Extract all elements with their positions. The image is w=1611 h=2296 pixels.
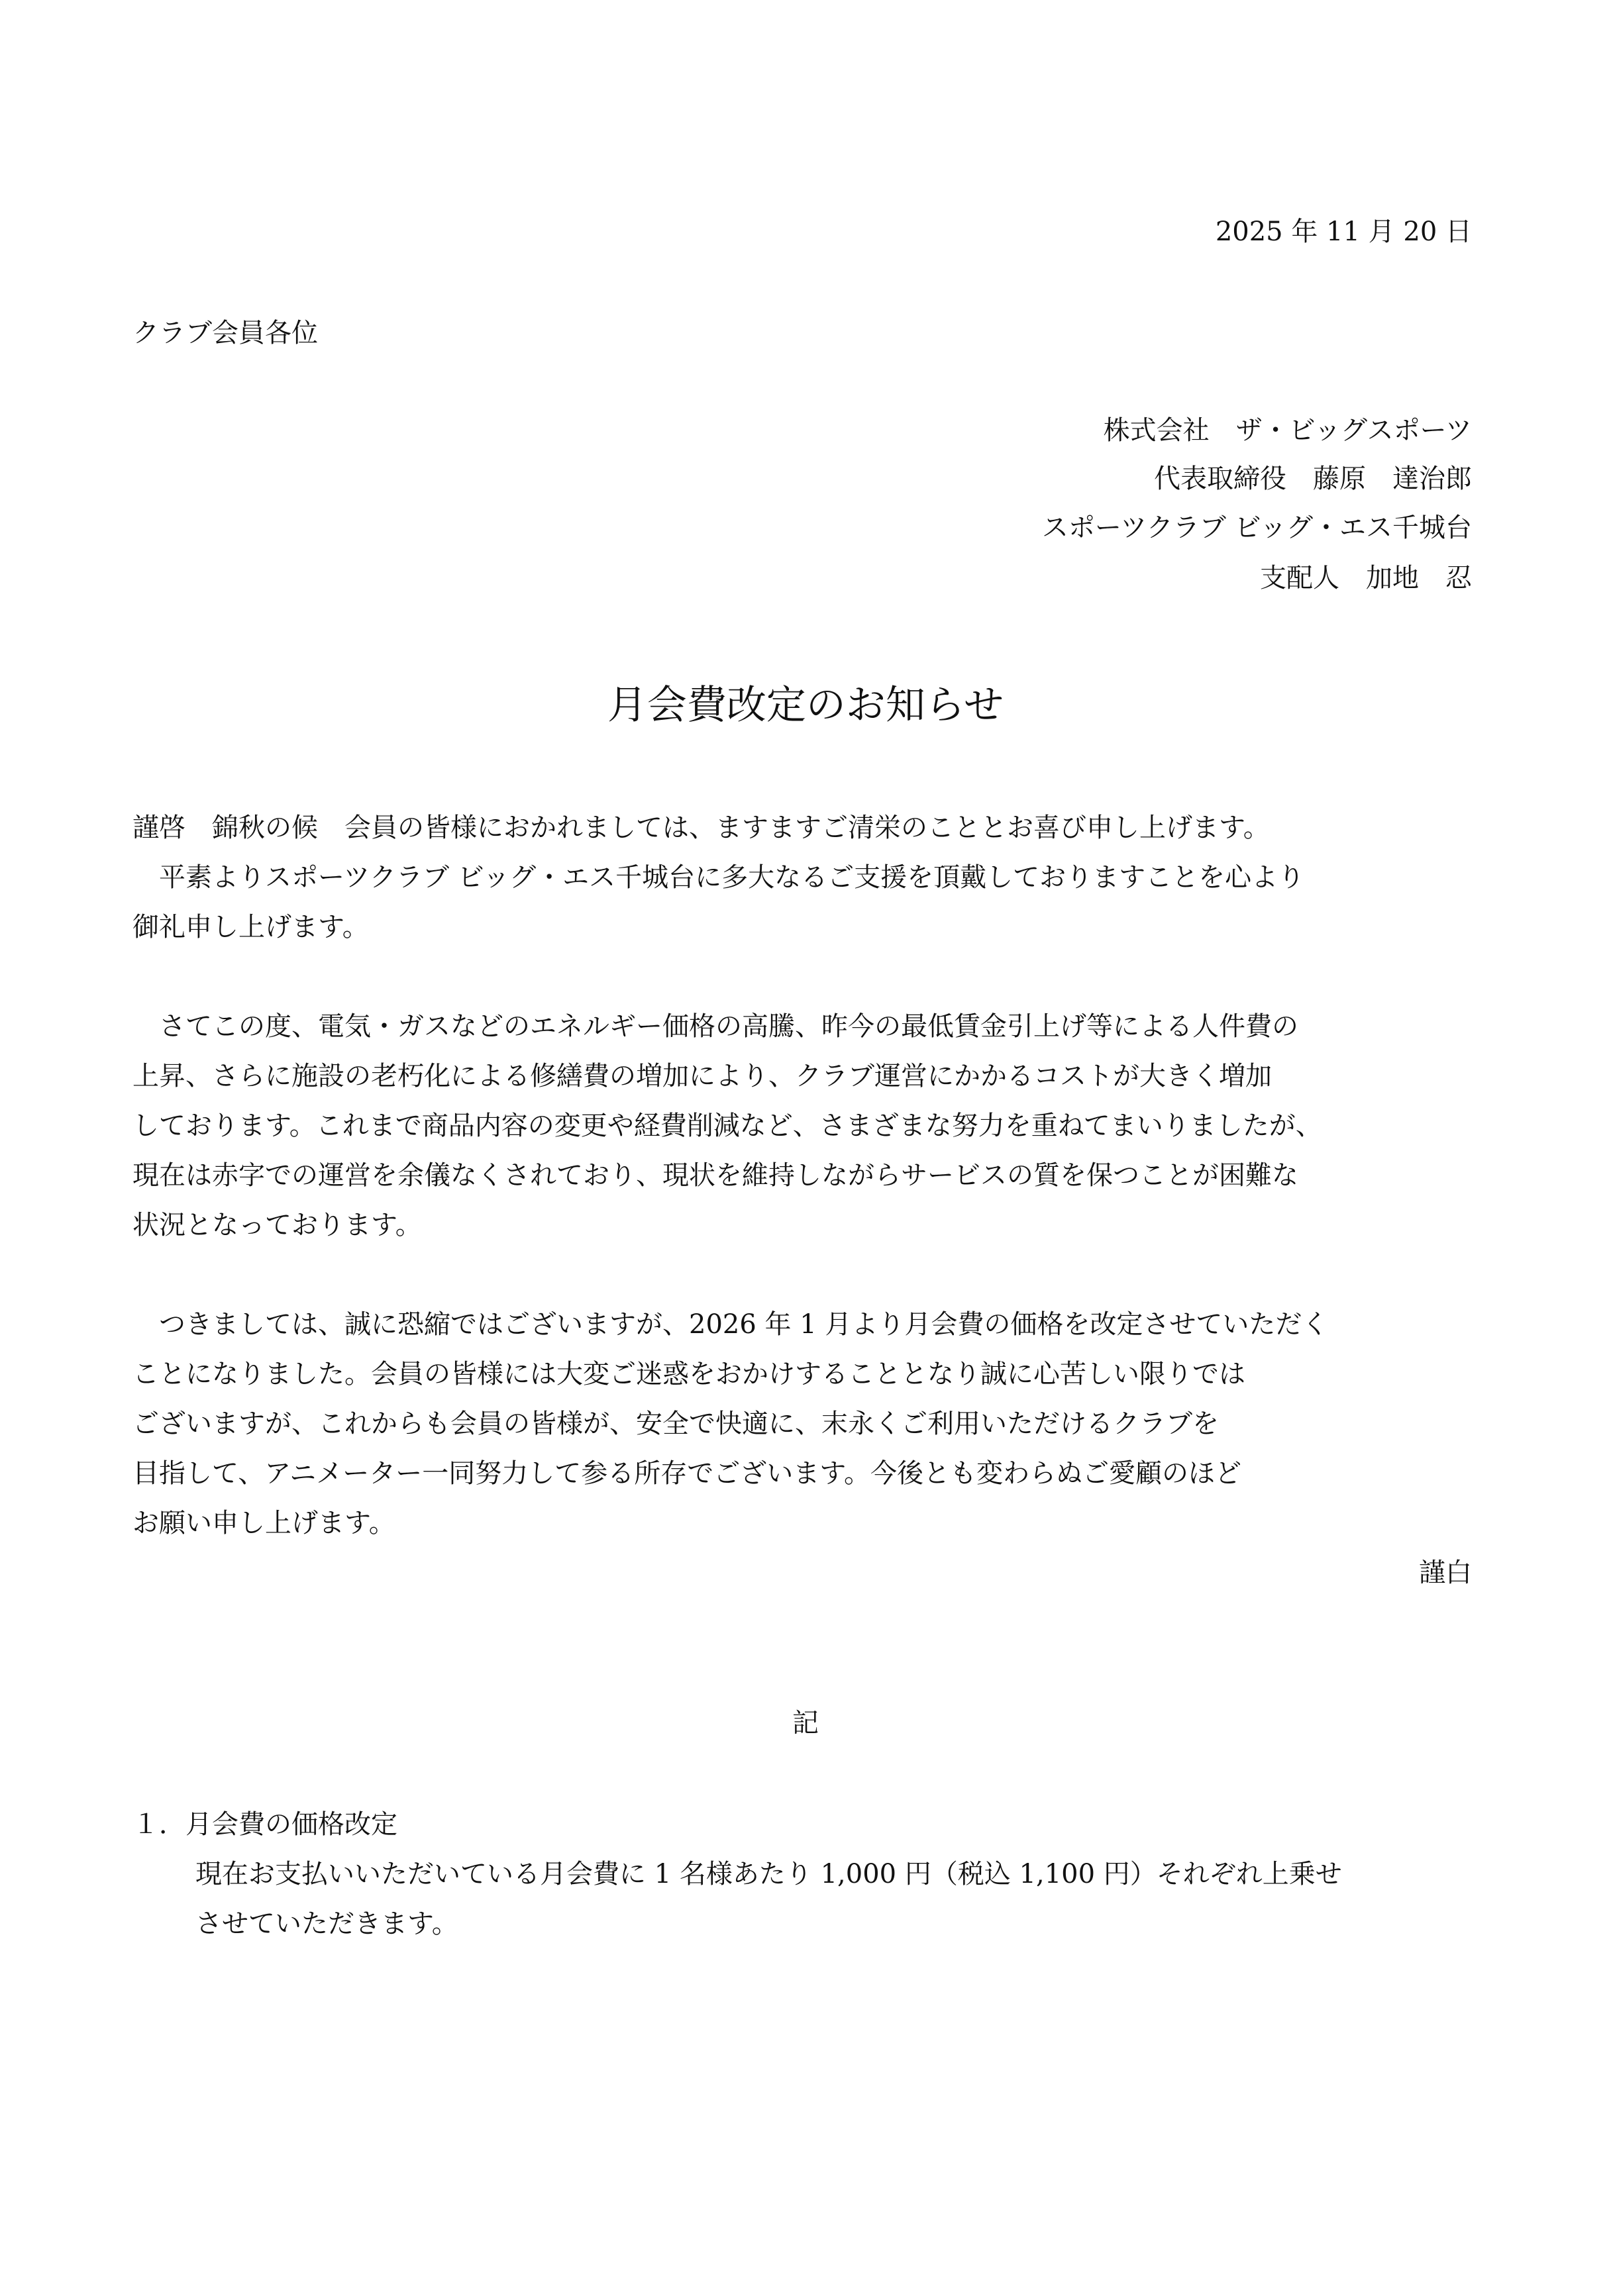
body-line: 謹啓 錦秋の候 会員の皆様におかれましては、ますますご清栄のこととお喜び申し上げます。 xyxy=(132,813,1270,843)
ki-heading: 記 xyxy=(792,1708,819,1738)
sender-representative: 代表取締役 藤原 達治郎 xyxy=(1154,464,1472,494)
body-line: 御礼申し上げます。 xyxy=(132,912,369,942)
closing: 謹白 xyxy=(1419,1558,1472,1588)
body-line: お願い申し上げます。 xyxy=(132,1508,395,1538)
item-text: させていただきます。 xyxy=(195,1909,458,1939)
page-title: 月会費改定のお知らせ xyxy=(607,682,1004,728)
body-line: 平素よりスポーツクラブ ビッグ・エス千城台に多大なるご支援を頂戴しておりますことを心より xyxy=(132,862,1305,893)
date: 2025 年 11 月 20 日 xyxy=(1215,217,1472,247)
item-text: 現在お支払いいただいている月会費に 1 名様あたり 1,000 円（税込 1,100 円）それぞれ上乗せ xyxy=(195,1859,1342,1889)
body-line: しております。これまで商品内容の変更や経費削減など、さまざまな努力を重ねてまいりましたが、 xyxy=(132,1111,1322,1141)
addressee: クラブ会員各位 xyxy=(132,318,318,348)
body-line: ことになりました。会員の皆様には大変ご迷惑をおかけすることとなり誠に心苦しい限りでは xyxy=(132,1359,1245,1389)
body-line: 上昇、さらに施設の老朽化による修繕費の増加により、クラブ運営にかかるコストが大きく増加 xyxy=(132,1061,1272,1091)
body-line: さてこの度、電気・ガスなどのエネルギー価格の高騰、昨今の最低賃金引上げ等による人件費の xyxy=(132,1011,1298,1042)
sender-manager: 支配人 加地 忍 xyxy=(1260,563,1472,593)
sender-company: 株式会社 ザ・ビッグスポーツ xyxy=(1103,415,1472,446)
body-line: 状況となっております。 xyxy=(132,1210,422,1240)
body-line: 現在は赤字での運営を余儀なくされており、現状を維持しながらサービスの質を保つことが困難な xyxy=(132,1160,1298,1191)
sender-club: スポーツクラブ ビッグ・エス千城台 xyxy=(1041,513,1472,543)
body-line: ございますが、これからも会員の皆様が、安全で快適に、末永くご利用いただけるクラブを xyxy=(132,1409,1219,1439)
item-heading: １．月会費の価格改定 xyxy=(132,1809,397,1840)
body-line: 目指して、アニメーター一同努力して参る所存でございます。今後とも変わらぬご愛顧のほど xyxy=(132,1458,1241,1489)
body-line: つきましては、誠に恐縮ではございますが、2026 年 1 月より月会費の価格を改定させていただく xyxy=(132,1309,1329,1340)
